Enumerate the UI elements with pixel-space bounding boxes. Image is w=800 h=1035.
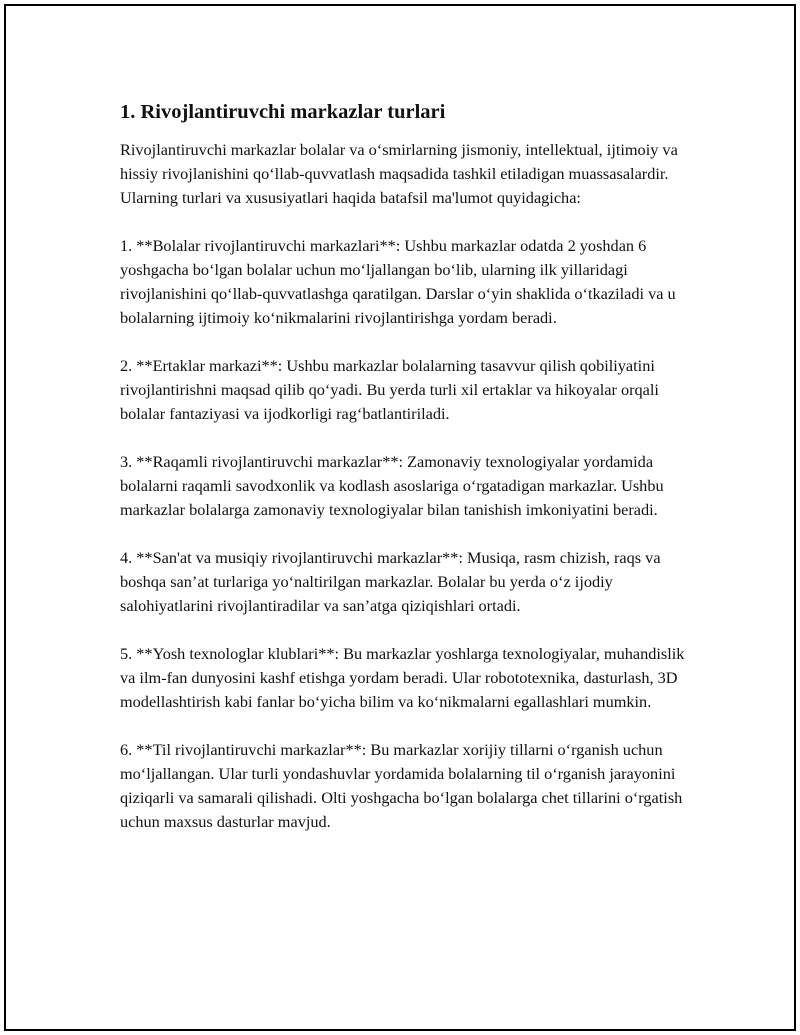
list-item-1: 1. **Bolalar rivojlantiruvchi markazlari**: Ushbu markazlar odatda 2 yoshdan 6 yoshgacha bo‘lgan bolalar uchun mo‘ljallangan bo‘lib, ularning ilk yillaridagi rivojlanishini qo‘llab-quvvatlashga qaratilgan. Darslar o‘yin shaklida o‘tkaziladi va u bolalarning ijtimoiy ko‘nikmalarini rivojlantirishga yordam beradi. — [120, 236, 676, 327]
intro-paragraph: Rivojlantiruvchi markazlar bolalar va o‘smirlarning jismoniy, intellektual, ijtimoiy va hissiy rivojlanishini qo‘llab-quvvatlash maqsadida tashkil etiladigan muassasalardir. Ularning turlari va xususiyatlari haqida batafsil ma'lumot quyidagicha: — [120, 140, 678, 207]
list-item-3: 3. **Raqamli rivojlantiruvchi markazlar**: Zamonaviy texnologiyalar yordamida bolalarni raqamli savodxonlik va kodlash asoslariga o‘rgatadigan markazlar. Ushbu markazlar bolalarga zamonaviy texnologiyalar bilan tanishish imkoniyatini beradi. — [120, 452, 664, 519]
section-title: 1. Rivojlantiruvchi markazlar turlari — [120, 101, 446, 123]
page-frame — [4, 4, 796, 1031]
list-item-4: 4. **San'at va musiqiy rivojlantiruvchi markazlar**: Musiqa, rasm chizish, raqs va boshqa san’at turlariga yo‘naltirilgan markazlar. Bolalar bu yerda o‘z ijodiy salohiyatlarini rivojlantiradilar va san’atga qiziqishlari ortadi. — [120, 548, 661, 615]
list-item-2: 2. **Ertaklar markazi**: Ushbu markazlar bolalarning tasavvur qilish qobiliyatini rivojlantirishni maqsad qilib qo‘yadi. Bu yerda turli xil ertaklar va hikoyalar orqali bolalar fantaziyasi va ijodkorligi rag‘batlantiriladi. — [120, 356, 659, 423]
document-body — [120, 98, 700, 858]
list-item-6: 6. **Til rivojlantiruvchi markazlar**: Bu markazlar xorijiy tillarni o‘rganish uchun mo‘ljallangan. Ular turli yondashuvlar yordamida bolalarning til o‘rganish jarayonini qiziqarli va samarali qilishadi. Olti yoshgacha bo‘lgan bolalarga chet tillarini o‘rgatish uchun maxsus dasturlar mavjud. — [120, 740, 683, 831]
list-item-5: 5. **Yosh texnologlar klublari**: Bu markazlar yoshlarga texnologiyalar, muhandislik va ilm-fan dunyosini kashf etishga yordam beradi. Ular robototexnika, dasturlash, 3D modellashtirish kabi fanlar bo‘yicha bilim va ko‘nikmalarni egallashlari mumkin. — [120, 644, 685, 711]
